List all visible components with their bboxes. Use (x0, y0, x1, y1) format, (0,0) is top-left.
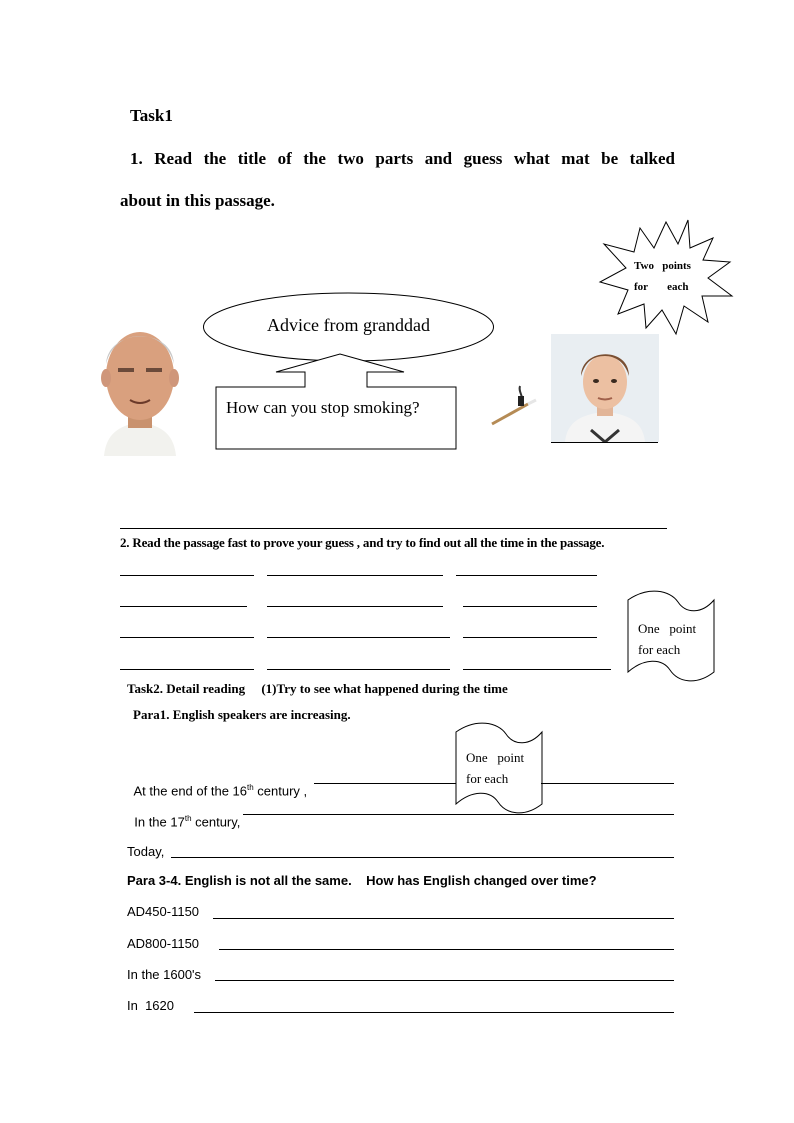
answer-line-ad450[interactable] (213, 918, 674, 919)
timeline-1600s: In the 1600's (127, 967, 202, 982)
boy-photo (551, 334, 659, 442)
time-blank[interactable] (267, 669, 450, 670)
advice-bubble-text: Advice from granddad (267, 315, 430, 335)
time-blank[interactable] (120, 637, 254, 638)
task1-question-line1: 1. Read the title of the two parts and guess what mat be talked (130, 149, 675, 168)
time-blank[interactable] (120, 606, 247, 607)
answer-line-16th[interactable] (314, 783, 456, 784)
answer-line-1600s[interactable] (215, 980, 674, 981)
answer-line-task1[interactable] (120, 528, 667, 529)
task1-question-line2: about in this passage. (120, 191, 275, 210)
flag-shape (454, 720, 544, 818)
time-blank[interactable] (267, 637, 450, 638)
answer-line-today[interactable] (171, 857, 674, 858)
flag-text-line1: One point (638, 621, 697, 636)
time-blank[interactable] (463, 606, 597, 607)
17th-century-label: In the 17th century, (134, 814, 241, 830)
task2-heading: Task2. Detail reading (1)Try to see what happened during the time (127, 681, 508, 696)
task1-heading: Task1 (130, 106, 173, 125)
boy-name-line[interactable] (551, 442, 658, 443)
today-label: Today, (127, 844, 165, 859)
cigarette-icon (490, 382, 542, 428)
flag-text-line2: for each (638, 642, 681, 657)
timeline-ad800: AD800-1150 (127, 936, 200, 951)
stop-smoking-text: How can you stop smoking? (226, 398, 420, 417)
answer-line-17th[interactable] (243, 814, 674, 815)
time-blank[interactable] (120, 575, 254, 576)
time-blank[interactable] (463, 669, 611, 670)
grandfather-photo (98, 318, 182, 456)
time-blank[interactable] (463, 637, 597, 638)
time-blank[interactable] (120, 669, 254, 670)
para34-heading: Para 3-4. English is not all the same. How has English changed over time? (127, 873, 597, 888)
flag-text-line2: for each (466, 771, 509, 786)
answer-line-16th[interactable] (541, 783, 674, 784)
answer-line-ad800[interactable] (219, 949, 674, 950)
time-blank[interactable] (456, 575, 597, 576)
starburst-text-line2: for each (634, 281, 689, 293)
time-blank[interactable] (267, 575, 443, 576)
starburst-text-line1: Two points (634, 260, 691, 272)
q2-instruction: 2. Read the passage fast to prove your guess , and try to find out all the time in the passage. (120, 535, 605, 550)
flag-shape (626, 588, 716, 686)
time-blank[interactable] (267, 606, 443, 607)
end-16th-century-label: At the end of the 16th century , (133, 783, 308, 799)
answer-line-1620[interactable] (194, 1012, 674, 1013)
timeline-ad450: AD450-1150 (127, 904, 200, 919)
flag-text-line1: One point (466, 750, 525, 765)
para1-heading: Para1. English speakers are increasing. (133, 707, 351, 722)
timeline-1620: In 1620 (127, 998, 174, 1013)
starburst-shape (598, 218, 734, 338)
